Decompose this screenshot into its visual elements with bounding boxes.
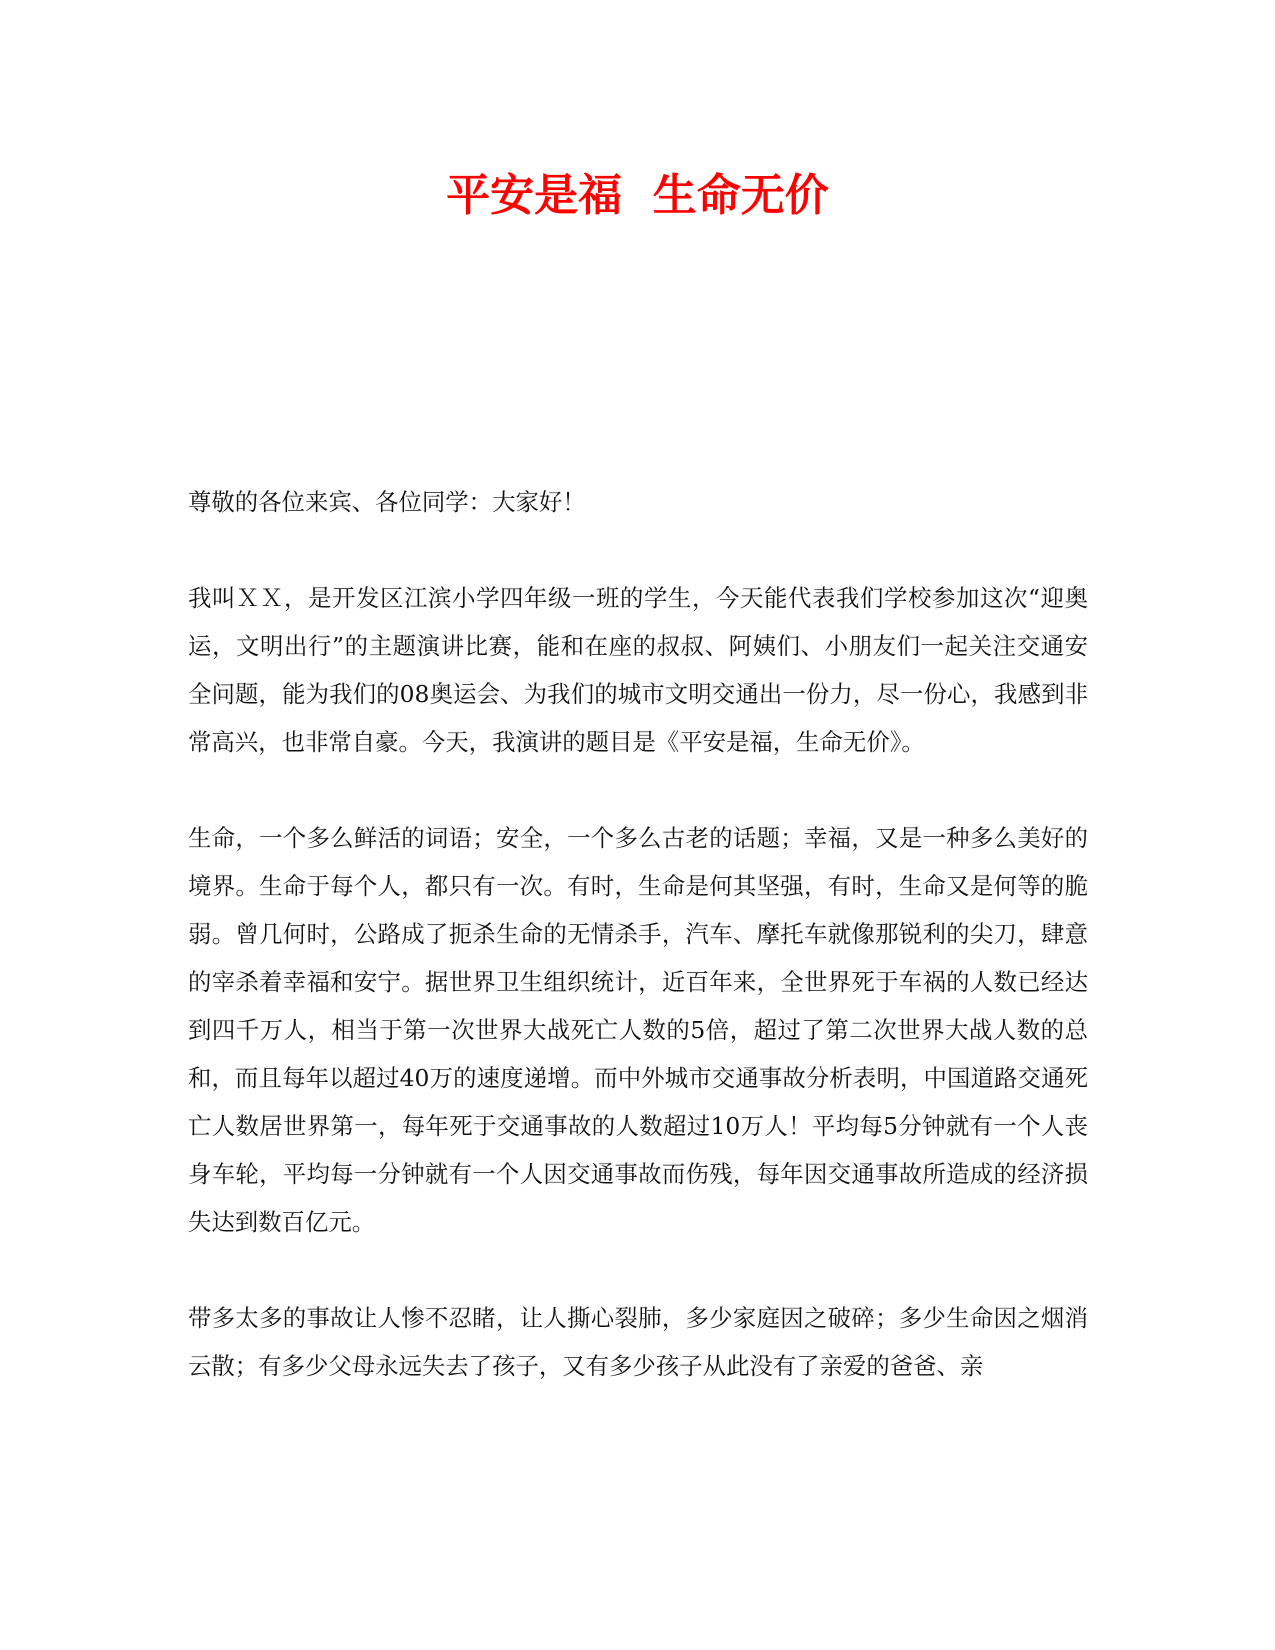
introduction-paragraph: 我叫ＸＸ，是开发区江滨小学四年级一班的学生，今天能代表我们学校参加这次“迎奥运，文明出行”的主题演讲比赛，能和在座的叔叔、阿姨们、小朋友们一起关注交通安全问题，能为我们的08奥运会、为我们的城市文明交通出一份力，尽一份心，我感到非常高兴，也非常自豪。今天，我演讲的题目是《平安是福，生命无价》。 <box>188 584 1088 756</box>
document-title: 平安是福 生命无价 <box>446 170 829 221</box>
greeting-paragraph: 尊敬的各位来宾、各位同学：大家好！ <box>188 488 586 516</box>
document-body <box>188 478 1088 1390</box>
statistics-paragraph: 生命，一个多么鲜活的词语；安全，一个多么古老的话题；幸福，又是一种多么美好的境界。生命于每个人，都只有一次。有时，生命是何其坚强，有时，生命又是何等的脆弱。曾几何时，公路成了扼杀生命的无情杀手，汽车、摩托车就像那锐利的尖刀，肆意的宰杀着幸福和安宁。据世界卫生组织统计，近百年来，全世界死于车祸的人数已经达到四千万人，相当于第一次世界大战死亡人数的5倍，超过了第二次世界大战人数的总和，而且每年以超过40万的速度递增。而中外城市交通事故分析表明，中国道路交通死亡人数居世界第一，每年死于交通事故的人数超过10万人！平均每5分钟就有一个人丧身车轮，平均每一分钟就有一个人因交通事故而伤残，每年因交通事故所造成的经济损失达到数百亿元。 <box>188 824 1088 1236</box>
consequences-paragraph: 带多太多的事故让人惨不忍睹，让人撕心裂肺，多少家庭因之破碎；多少生命因之烟消云散；有多少父母永远失去了孩子，又有多少孩子从此没有了亲爱的爸爸、亲 <box>188 1304 1088 1380</box>
